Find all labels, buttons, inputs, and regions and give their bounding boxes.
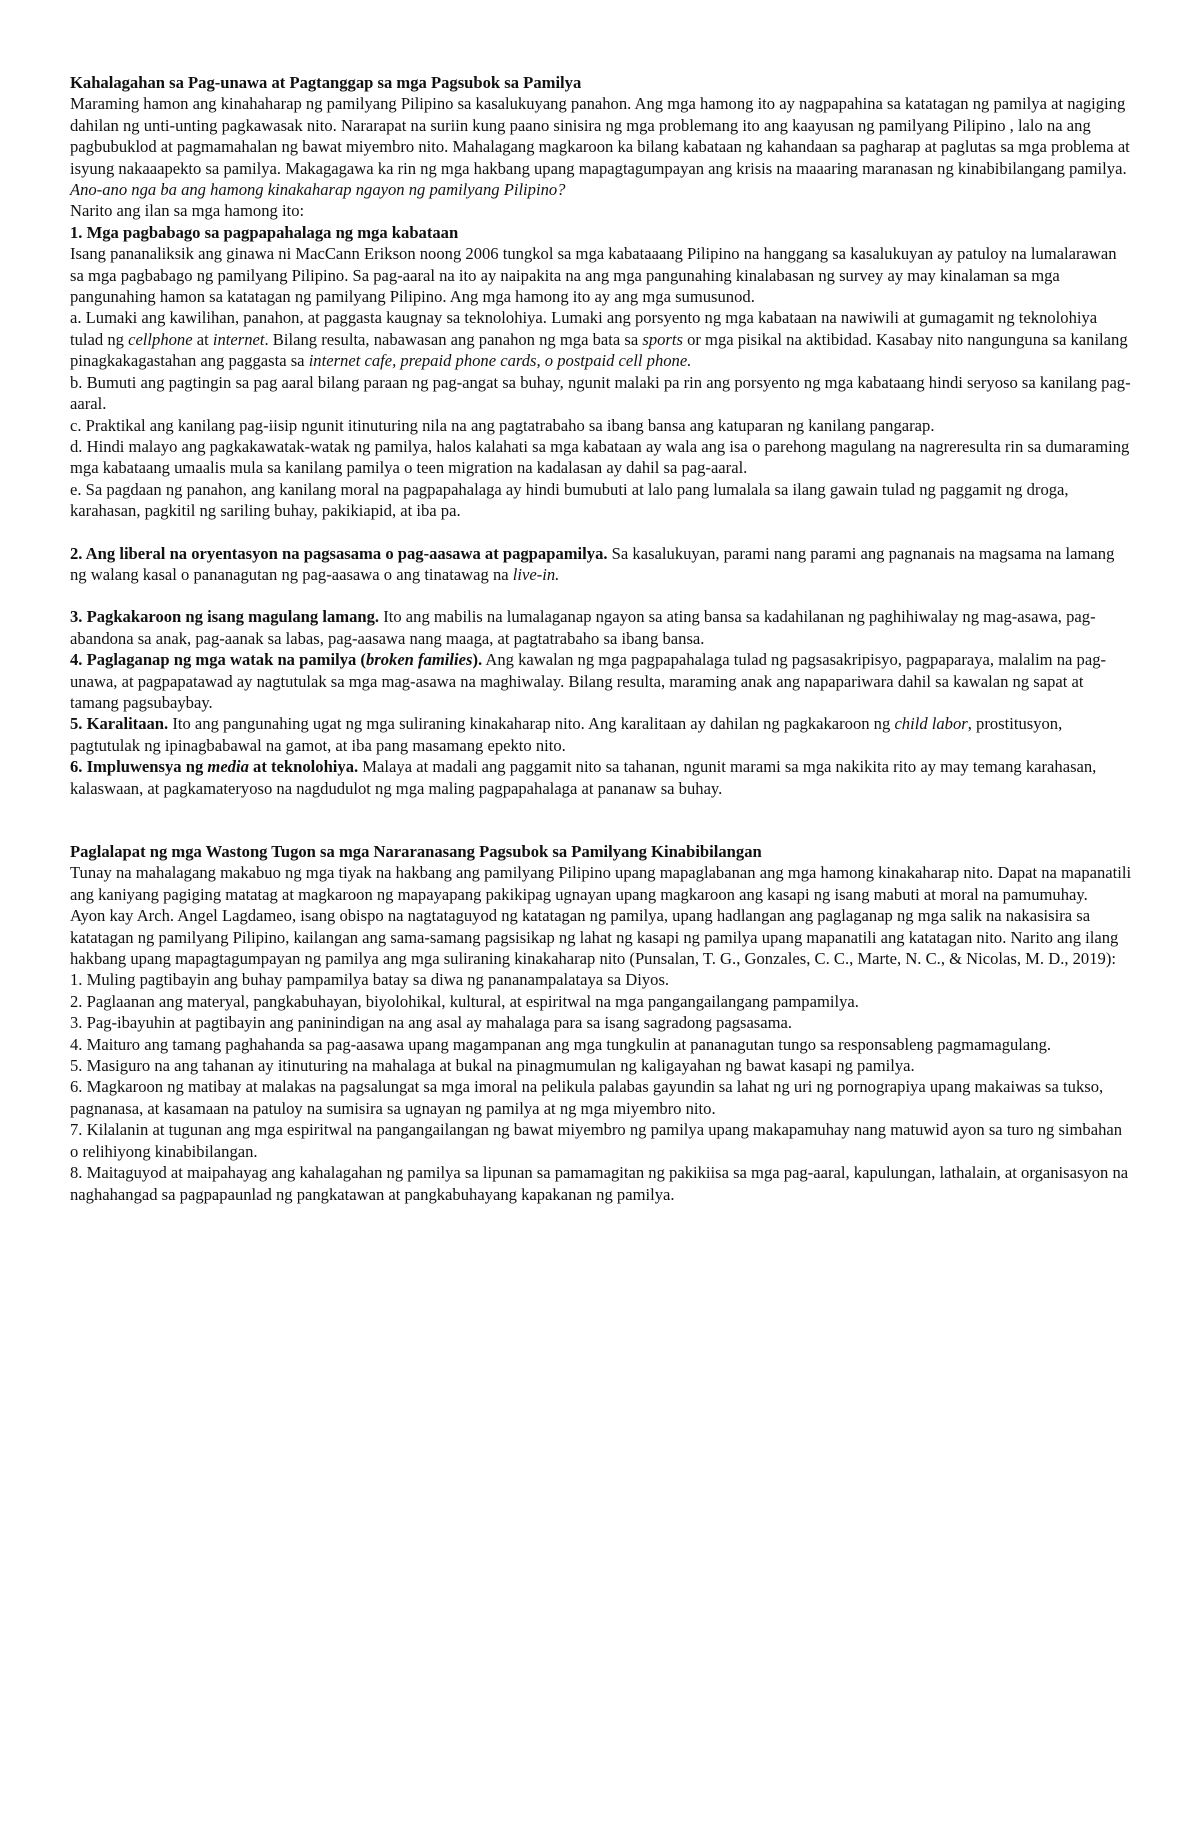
challenge-6: 6. Impluwensya ng media at teknolohiya. Malaya at madali ang paggamit nito sa tahanan, ngunit marami sa mga nakikita rito ay may temang karahasan, kalaswaan, at pagkamateryoso na nagdudulot ng mga maling pagpapahalaga at pananaw sa buhay. [70, 757, 1097, 798]
challenge-1-item-c: c. Praktikal ang kanilang pag-iisip ngunit itinuturing nila na ang pagtatrabaho sa ibang bansa ang katuparan ng kanilang pangarap. [70, 415, 935, 435]
step-item: 4. Maituro ang tamang paghahanda sa pag-aasawa upang magampanan ang mga tungkulin at pananagutan tungo sa responsableng pagmamagulang. [70, 1034, 1052, 1054]
section-2-title: Paglalapat ng mga Wastong Tugon sa mga Nararanasang Pagsubok sa Pamilyang Kinabibilangan [70, 842, 762, 861]
section-2-paragraph-2: Ayon kay Arch. Angel Lagdameo, isang obispo na nagtataguyod ng katatagan ng pamilya, upang hadlangan ang paglaganap ng mga salik na nakasisira sa katatagan ng pamilyang Pilipino, kailangan ang sama-samang pagsisikap ng lahat ng kasapi ng pamilya upang mapanatili ang katatagan nito. Narito ang ilang hakbang upang mapagtagumpayan ng pamilya ang mga suliraning kinakaharap nito (Punsalan, T. G., Gonzales, C. C., Marte, N. C., & Nicolas, M. D., 2019): [70, 906, 1119, 969]
challenge-1-item-e: e. Sa pagdaan ng panahon, ang kanilang moral na pagpapahalaga ay hindi bumubuti at lalo pang lumalala sa ilang gawain tulad ng paggamit ng droga, karahasan, pagkitil ng sariling buhay, pakikiapid, at iba pa. [70, 479, 1069, 521]
step-item: 3. Pag-ibayuhin at pagtibayin ang paninindigan na ang asal ay mahalaga para sa isang sagradong pagsasama. [70, 1013, 793, 1033]
challenge-1-heading: 1. Mga pagbabago sa pagpapahalaga ng mga kabataan [70, 222, 459, 242]
challenge-3: 3. Pagkakaroon ng isang magulang lamang. Ito ang mabilis na lumalaganap ngayon sa ating bansa sa kadahilanan ng paghihiwalay ng mag-asawa, pag-abandona sa anak, pag-aanak sa labas, pag-aasawa nang maaga, at pagtatrabaho sa ibang bansa. [70, 607, 1096, 648]
step-item: 2. Paglaanan ang materyal, pangkabuhayan, biyolohikal, kultural, at espiritwal na mga pangangailangang pampamilya. [70, 991, 859, 1011]
step-item: 5. Masiguro na ang tahanan ay itinuturing na mahalaga at bukal na pinagmumulan ng kaligayahan ng bawat kasapi ng pamilya. [70, 1056, 915, 1076]
challenge-4: 4. Paglaganap ng mga watak na pamilya (broken families). Ang kawalan ng mga pagpapahalaga tulad ng pagsasakripisyo, pagpaparaya, malalim na pag-unawa, at pagpapatawad ay nagtutulak sa mga mag-asawa na maghiwalay. Bilang resulta, maraming anak ang napapariwara dahil sa kawalan ng sapat at tamang pagsubaybay. [70, 650, 1107, 712]
section-title: Kahalagahan sa Pag-unawa at Pagtanggap sa mga Pagsubok sa Pamilya [70, 73, 582, 92]
step-item: 6. Magkaroon ng matibay at malakas na pagsalungat sa mga imoral na pelikula palabas gayundin sa lahat ng uri ng pornograpiya upang makaiwas sa tukso, pagnanasa, at kasamaan na patuloy na sumisira sa ugnayan ng pamilya at ng mga miyembro nito. [70, 1077, 1104, 1118]
spacer [70, 799, 1132, 841]
lead-line: Narito ang ilan sa mga hamong ito: [70, 201, 305, 221]
spacer [70, 585, 1132, 606]
step-item: 1. Muling pagtibayin ang buhay pampamilya batay sa diwa ng pananampalataya sa Diyos. [70, 970, 670, 990]
step-item: 7. Kilalanin at tugunan ang mga espiritwal na pangangailangan ng bawat miyembro ng pamilya upang makapamuhay nang matuwid ayon sa turo ng simbahan o relihiyong kinabibilangan. [70, 1120, 1123, 1161]
challenge-1-body: Isang pananaliksik ang ginawa ni MacCann Erikson noong 2006 tungkol sa mga kabataaang Pilipino na hanggang sa kasalukuyan ay patuloy na lumalarawan sa mga pagbabago ng pamilyang Pilipino. Sa pag-aaral na ito ay naipakita na ang mga pangunahing kinalabasan ng survey ay may kinalaman sa mga pangunahing hamon sa katatagan ng pamilyang Pilipino. Ang mga hamong ito ay ang mga sumusunod. [70, 244, 1117, 307]
challenge-1-item-b: b. Bumuti ang pagtingin sa pag aaral bilang paraan ng pag-angat sa buhay, ngunit malaki pa rin ang porsyento ng mga kabataang hindi seryoso sa kanilang pag-aaral. [70, 372, 1131, 414]
document-page [70, 72, 1132, 1205]
spacer [70, 522, 1132, 543]
section-2-paragraph-1: Tunay na mahalagang makabuo ng mga tiyak na hakbang ang pamilyang Pilipino upang mapaglabanan ang mga hamong kinakaharap nito. Dapat na mapanatili ang kaniyang pagiging matatag at magkaroon ng mapayapang pakikipag ugnayan upang magkaroon ang kasapi ng isang mabuti at moral na pamumuhay. [70, 863, 1132, 904]
step-item: 8. Maitaguyod at maipahayag ang kahalagahan ng pamilya sa lipunan sa pamamagitan ng pakikiisa sa mga pag-aaral, kapulungan, lathalain, at organisasyon na naghahangad sa pagpapaunlad ng pangkatawan at pangkabuhayang kapakanan ng pamilya. [70, 1163, 1129, 1204]
intro-paragraph: Maraming hamon ang kinahaharap ng pamilyang Pilipino sa kasalukuyang panahon. Ang mga hamong ito ay nagpapahina sa katatagan ng pamilya at nagiging dahilan ng unti-unting pagkawasak nito. Nararapat na suriin kung paano sinisira ng mga problemang ito ang kaayusan ng pamilyang Pilipino , lalo na ang pagbubuklod at pagmamahalan ng bawat miyembro nito. Mahalagang magkaroon ka bilang kabataan ng kahandaan sa pagharap at paglutas sa mga problema at isyung nakaaapekto sa pamilya. Makagagawa ka rin ng mga hakbang upang mapagtagumpayan ang krisis na maaaring maranasan ng kinabibilangang pamilya. [70, 94, 1130, 178]
challenge-1-item-a: a. Lumaki ang kawilihan, panahon, at paggasta kaugnay sa teknolohiya. Lumaki ang porsyento ng mga kabataan na nawiwili at gumagamit ng teknolohiya tulad ng cellphone at internet. Bilang resulta, nabawasan ang panahon ng mga bata sa sports or mga pisikal na aktibidad. Kasabay nito nangunguna sa kanilang pinagkakagastahan ang paggasta sa internet cafe, prepaid phone cards, o postpaid cell phone. [70, 308, 1128, 371]
challenge-1-item-d: d. Hindi malayo ang pagkakawatak-watak ng pamilya, halos kalahati sa mga kabataan ay wala ang isa o parehong magulang na nagreresulta rin sa dumaraming mga kabataang umaalis mula sa kanilang pamilya o teen migration na kadalasan ay dahil sa pag-aaral. [70, 436, 1130, 478]
challenge-2: 2. Ang liberal na oryentasyon na pagsasama o pag-aasawa at pagpapamilya. Sa kasalukuyan, parami nang parami ang pagnanais na magsama na lamang ng walang kasal o pananagutan ng pag-aasawa o ang tinatawag na live-in. [70, 543, 1115, 584]
question-line: Ano-ano nga ba ang hamong kinakaharap ngayon ng pamilyang Pilipino? [70, 180, 566, 200]
challenge-5: 5. Karalitaan. Ito ang pangunahing ugat ng mga suliraning kinakaharap nito. Ang karalitaan ay dahilan ng pagkakaroon ng child labor, prostitusyon, pagtutulak ng ipinagbabawal na gamot, at iba pang masamang epekto nito. [70, 714, 1063, 755]
